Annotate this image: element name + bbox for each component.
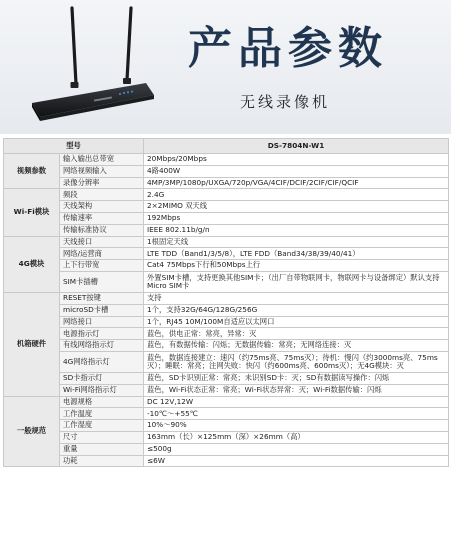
param-name: 尺寸 xyxy=(60,431,144,443)
table-row xyxy=(4,340,449,352)
param-value: 4MP/3MP/1080p/UXGA/720p/VGA/4CIF/DCIF/2CIF/CIF/QCIF xyxy=(144,177,449,189)
table-row xyxy=(4,154,449,166)
category-cell: 4G模块 xyxy=(4,236,60,292)
param-value: ≤6W xyxy=(144,455,449,467)
table-row xyxy=(4,260,449,272)
param-name: 录像分辨率 xyxy=(60,177,144,189)
param-name: Wi-Fi网络指示灯 xyxy=(60,384,144,396)
param-value: 蓝色，供电正常：常亮，异常：灭 xyxy=(144,328,449,340)
param-value: 2×2MIMO 双天线 xyxy=(144,201,449,213)
category-cell: 一般规范 xyxy=(4,396,60,467)
table-row xyxy=(4,271,449,292)
param-value: 2.4G xyxy=(144,189,449,201)
param-value: 163mm（长）×125mm（深）×26mm（高） xyxy=(144,431,449,443)
param-name: 功耗 xyxy=(60,455,144,467)
model-value: DS-7804N-W1 xyxy=(144,139,449,154)
table-row xyxy=(4,316,449,328)
category-cell: Wi-Fi模块 xyxy=(4,189,60,236)
table-row xyxy=(4,201,449,213)
param-name: RESET按键 xyxy=(60,292,144,304)
table-row xyxy=(4,212,449,224)
router-image xyxy=(0,0,160,134)
table-row xyxy=(4,420,449,432)
table-row xyxy=(4,372,449,384)
table-row xyxy=(4,224,449,236)
param-value: 外置SIM卡槽，支持更换其他SIM卡；（出厂自带物联网卡，物联网卡与设备绑定）默认支持Micro SIM卡 xyxy=(144,271,449,292)
table-row xyxy=(4,384,449,396)
param-name: 4G网络指示灯 xyxy=(60,351,144,372)
param-name: 传输标准协议 xyxy=(60,224,144,236)
param-value: 蓝色，数据连接建立：速闪（约75ms亮、75ms灭）；待机：慢闪（约3000ms亮、75ms灭）；睡眠：常亮；注网失败：快闪（约600ms亮、600ms灭）；无4G模块：灭 xyxy=(144,351,449,372)
table-row xyxy=(4,431,449,443)
param-name: 天线接口 xyxy=(60,236,144,248)
table-header-row xyxy=(4,139,449,154)
param-value: 蓝色，有数据传输：闪烁；无数据传输：常亮；无网络连接：灭 xyxy=(144,340,449,352)
param-name: 网络接口 xyxy=(60,316,144,328)
model-label: 型号 xyxy=(4,139,144,154)
category-cell: 视频参数 xyxy=(4,154,60,189)
param-name: 电源指示灯 xyxy=(60,328,144,340)
param-value: 1个，RJ45 10M/100M自适应以太网口 xyxy=(144,316,449,328)
param-name: 传输速率 xyxy=(60,212,144,224)
param-value: LTE TDD（Band1/3/5/8），LTE FDD（Band34/38/39/40/41） xyxy=(144,248,449,260)
table-row xyxy=(4,351,449,372)
param-value: 4路400W xyxy=(144,165,449,177)
param-value: Cat4 75Mbps下行和50Mbps上行 xyxy=(144,260,449,272)
table-row xyxy=(4,408,449,420)
table-row xyxy=(4,443,449,455)
param-name: 输入输出总带宽 xyxy=(60,154,144,166)
param-name: 重量 xyxy=(60,443,144,455)
param-value: 10%～90% xyxy=(144,420,449,432)
table-row xyxy=(4,165,449,177)
param-value: IEEE 802.11b/g/n xyxy=(144,224,449,236)
param-value: 蓝色，SD卡识别正常：常亮；未识别SD卡：灭；SD有数据读写操作：闪烁 xyxy=(144,372,449,384)
param-name: SD卡指示灯 xyxy=(60,372,144,384)
param-name: 上下行带宽 xyxy=(60,260,144,272)
param-value: 20Mbps/20Mbps xyxy=(144,154,449,166)
table-row xyxy=(4,455,449,467)
spec-table xyxy=(3,138,449,467)
param-value: 支持 xyxy=(144,292,449,304)
param-value: 192Mbps xyxy=(144,212,449,224)
hero-banner xyxy=(0,0,451,134)
param-value: 1个，支持32G/64G/128G/256G xyxy=(144,304,449,316)
param-value: 蓝色，Wi-Fi状态正常：常亮；Wi-Fi状态异常：灭；Wi-Fi数据传输：闪烁 xyxy=(144,384,449,396)
table-row xyxy=(4,236,449,248)
param-name: 网络/运营商 xyxy=(60,248,144,260)
param-name: microSD卡槽 xyxy=(60,304,144,316)
table-row xyxy=(4,328,449,340)
table-row xyxy=(4,177,449,189)
table-row xyxy=(4,292,449,304)
category-cell: 机箱硬件 xyxy=(4,292,60,396)
param-name: SIM卡插槽 xyxy=(60,271,144,292)
param-name: 天线架构 xyxy=(60,201,144,213)
param-name: 工作温度 xyxy=(60,408,144,420)
param-name: 网络视频输入 xyxy=(60,165,144,177)
param-value: DC 12V,12W xyxy=(144,396,449,408)
param-value: -10℃～+55℃ xyxy=(144,408,449,420)
table-row xyxy=(4,189,449,201)
table-row xyxy=(4,248,449,260)
param-name: 工作湿度 xyxy=(60,420,144,432)
param-name: 有线网络指示灯 xyxy=(60,340,144,352)
page-title: 产品参数 xyxy=(188,23,388,74)
table-row xyxy=(4,396,449,408)
param-value: 1根固定天线 xyxy=(144,236,449,248)
page-subtitle: 无线录像机 xyxy=(240,93,331,111)
table-row xyxy=(4,304,449,316)
param-name: 频段 xyxy=(60,189,144,201)
param-name: 电源规格 xyxy=(60,396,144,408)
param-value: ≤500g xyxy=(144,443,449,455)
